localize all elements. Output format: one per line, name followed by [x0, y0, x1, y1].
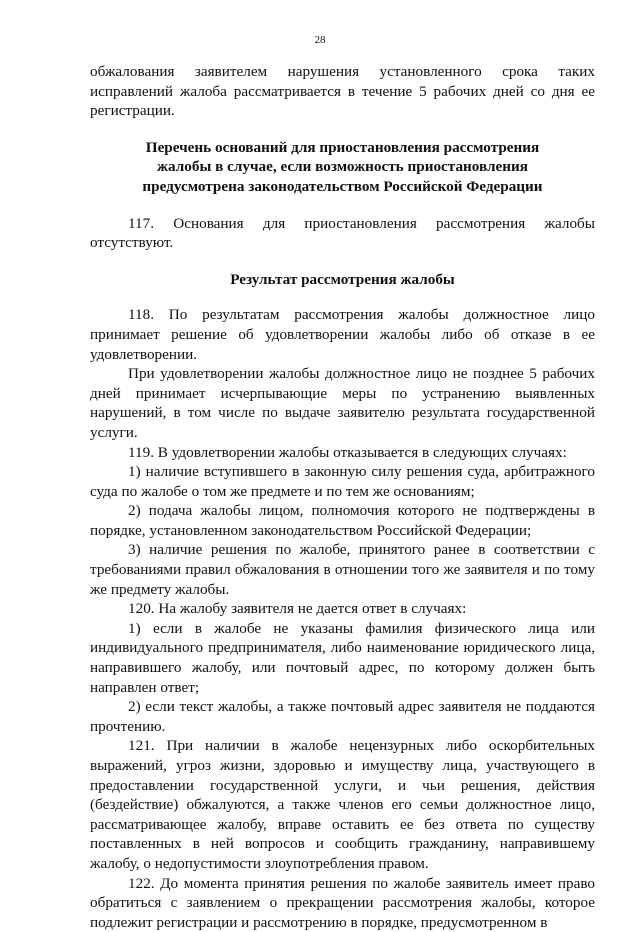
document-body: [90, 62, 595, 932]
section-heading-result: Результат рассмотрения жалобы: [230, 270, 455, 288]
paragraph-121: 121. При наличии в жалобе нецензурных либо оскорбительных выражений, угроз жизни, здоровью и имуществу лица, участвующего в предоставлении государственной услуги, и чьи решения, действия (бездействие) обжалуются, а также членов его семьи должностное лицо, рассматривающее жалобу, вправе оставить ее без ответа по существу поставленных в ней вопросов и сообщить гражданину, направившему жалобу, о недопустимости злоупотребления правом.: [90, 737, 595, 872]
paragraph-119: 119. В удовлетворении жалобы отказывается в следующих случаях:: [128, 443, 567, 461]
paragraph-119-1: 1) наличие вступившего в законную силу решения суда, арбитражного суда по жалобе о том же предмете и по тем же основаниям;: [90, 463, 595, 500]
paragraph-118: 118. По результатам рассмотрения жалобы должностное лицо принимает решение об удовлетворении жалобы либо об отказе в ее удовлетворении.: [90, 306, 595, 363]
heading-line: предусмотрена законодательством Российской Федерации: [142, 177, 543, 195]
paragraph-122: 122. До момента принятия решения по жалобе заявитель имеет право обратиться с заявлением о прекращении рассмотрения жалобы, которое подлежит регистрации и рассмотрению в порядке, предусмотренном в: [90, 874, 595, 931]
paragraph-120-1: 1) если в жалобе не указаны фамилия физического лица или индивидуального предпринимателя, либо наименование юридического лица, направившего жалобу, или почтовый адрес, по которому должен быть направлен ответ;: [90, 619, 595, 696]
heading-line: жалобы в случае, если возможность приостановления: [157, 158, 528, 176]
heading-line: Перечень оснований для приостановления рассмотрения: [145, 138, 540, 156]
paragraph-120: 120. На жалобу заявителя не дается ответ в случаях:: [128, 600, 467, 618]
paragraph-118-2: При удовлетворении жалобы должностное лицо не позднее 5 рабочих дней принимает исчерпывающие меры по устранению выявленных нарушений, в том числе по выдаче заявителю результата государственной услуги.: [90, 365, 595, 441]
paragraph-119-2: 2) подача жалобы лицом, полномочия которого не подтверждены в порядке, установленном законодательством Российской Федерации;: [90, 502, 595, 539]
paragraph-120-2: 2) если текст жалобы, а также почтовый адрес заявителя не поддаются прочтению.: [90, 698, 595, 735]
section-heading-suspension: [90, 138, 595, 197]
paragraph-117: 117. Основания для приостановления рассмотрения жалобы отсутствуют.: [90, 214, 595, 252]
page-number: 28: [314, 34, 326, 46]
paragraph-119-3: 3) наличие решения по жалобе, принятого ранее в соответствии с требованиями правил обжалования в отношении того же заявителя и по тому же предмету жалобы.: [90, 541, 595, 598]
intro-paragraph: обжалования заявителем нарушения установленного срока таких исправлений жалоба рассматривается в течение 5 рабочих дней со дня ее регистрации.: [90, 63, 595, 120]
